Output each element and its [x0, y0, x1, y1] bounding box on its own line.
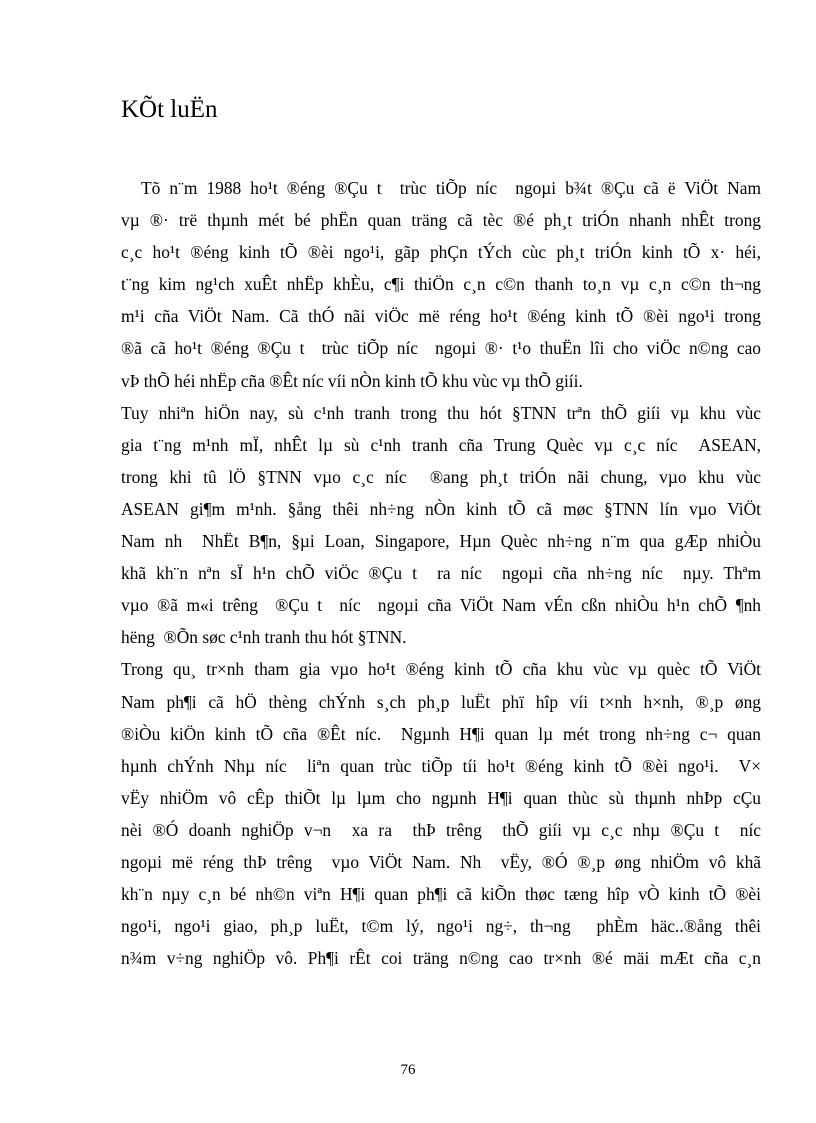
text-line: vËy nhiÖm vô cÊp thiÕt lµ lµm cho ngµnh H¶i quan thùc sù thµnh nhÞp cÇu — [121, 787, 761, 808]
text-line: n¾m v÷ng nghiÖp vô. Ph¶i rÊt coi träng n©ng cao tr×nh ®é mäi mÆt cña c¸n — [121, 948, 761, 969]
text-line: ngoµi më réng thÞ trêng vµo ViÖt Nam. Nh vËy, ®Ó ®¸p øng nhiÖm vô khã — [121, 851, 761, 872]
text-line: ®ã cã ho¹t ®éng ®Çu t trùc tiÕp níc ngoµi ®· t¹o thuËn lîi cho viÖc n©ng cao — [121, 338, 761, 359]
text-line: ngo¹i, ngo¹i giao, ph¸p luËt, t©m lý, ngo¹i ng÷, th¬ng phÈm häc..®ång thêi — [121, 916, 761, 937]
text-line: ®iÒu kiÖn kinh tÕ cña ®Êt níc. Ngµnh H¶i quan lµ mét trong nh÷ng c¬ quan — [121, 723, 761, 744]
text-line: Tõ n¨m 1988 ho¹t ®éng ®Çu t trùc tiÕp níc ngoµi b¾t ®Çu cã ë ViÖt Nam — [141, 178, 761, 198]
page-number: 76 — [400, 1062, 416, 1078]
text-line: ASEAN gi¶m m¹nh. §ång thêi nh÷ng nÒn kinh tÕ cã møc §TNN lín vµo ViÖt — [121, 498, 761, 519]
text-line: gia t¨ng m¹nh mÏ, nhÊt lµ sù c¹nh tranh cña Trung Quèc vµ c¸c níc ASEAN, — [121, 434, 761, 455]
text-line: trong khi tû lÖ §TNN vµo c¸c níc ®ang ph¸t triÓn nãi chung, vµo khu vùc — [121, 466, 761, 487]
text-line: Trong qu¸ tr×nh tham gia vµo ho¹t ®éng kinh tÕ cña khu vùc vµ quèc tÕ ViÖt — [121, 659, 761, 680]
text-line: vÞ thÕ héi nhËp cña ®Êt níc víi nÒn kinh tÕ khu vùc vµ thÕ giíi. — [121, 370, 583, 391]
text-line: kh¨n nµy c¸n bé nh©n viªn H¶i quan ph¶i cã kiÕn thøc tæng hîp vÒ kinh tÕ ®èi — [121, 884, 761, 905]
text-line: t¨ng kim ng¹ch xuÊt nhËp khÈu, c¶i thiÖn c¸n c©n thanh to¸n vµ c¸n c©n th¬ng — [121, 274, 761, 295]
page-title: KÕt luËn — [121, 96, 218, 123]
text-line: hëng ®Õn søc c¹nh tranh thu hót §TNN. — [121, 627, 407, 648]
text-line: Nam nh NhËt B¶n, §µi Loan, Singapore, Hµn Quèc nh÷ng n¨m qua gÆp nhiÒu — [121, 531, 761, 552]
text-line: m¹i cña ViÖt Nam. Cã thÓ nãi viÖc më réng ho¹t ®éng kinh tÕ ®èi ngo¹i trong — [121, 306, 761, 327]
body-text — [121, 172, 761, 974]
text-line: Tuy nhiªn hiÖn nay, sù c¹nh tranh trong thu hót §TNN trªn thÕ giíi vµ khu vùc — [121, 402, 761, 423]
text-line: nèi ®Ó doanh nghiÖp v¬n xa ra thÞ trêng thÕ giíi vµ c¸c nhµ ®Çu t níc — [121, 819, 761, 840]
text-line: hµnh chÝnh Nhµ níc liªn quan trùc tiÕp tíi ho¹t ®éng kinh tÕ ®èi ngo¹i. V× — [121, 755, 761, 776]
text-line: khã kh¨n nªn sÏ h¹n chÕ viÖc ®Çu t ra níc ngoµi cña nh÷ng níc nµy. Thªm — [121, 563, 761, 584]
text-line: c¸c ho¹t ®éng kinh tÕ ®èi ngo¹i, gãp phÇn tÝch cùc ph¸t triÓn kinh tÕ x· héi, — [121, 242, 761, 263]
text-line: Nam ph¶i cã hÖ thèng chÝnh s¸ch ph¸p luËt phï hîp víi t×nh h×nh, ®¸p øng — [121, 691, 761, 712]
text-line: vµ ®· trë thµnh mét bé phËn quan träng cã tèc ®é ph¸t triÓn nhanh nhÊt trong — [121, 210, 761, 231]
text-line: vµo ®ã m«i trêng ®Çu t níc ngoµi cña ViÖt Nam vÉn cßn nhiÒu h¹n chÕ ¶nh — [121, 595, 761, 616]
